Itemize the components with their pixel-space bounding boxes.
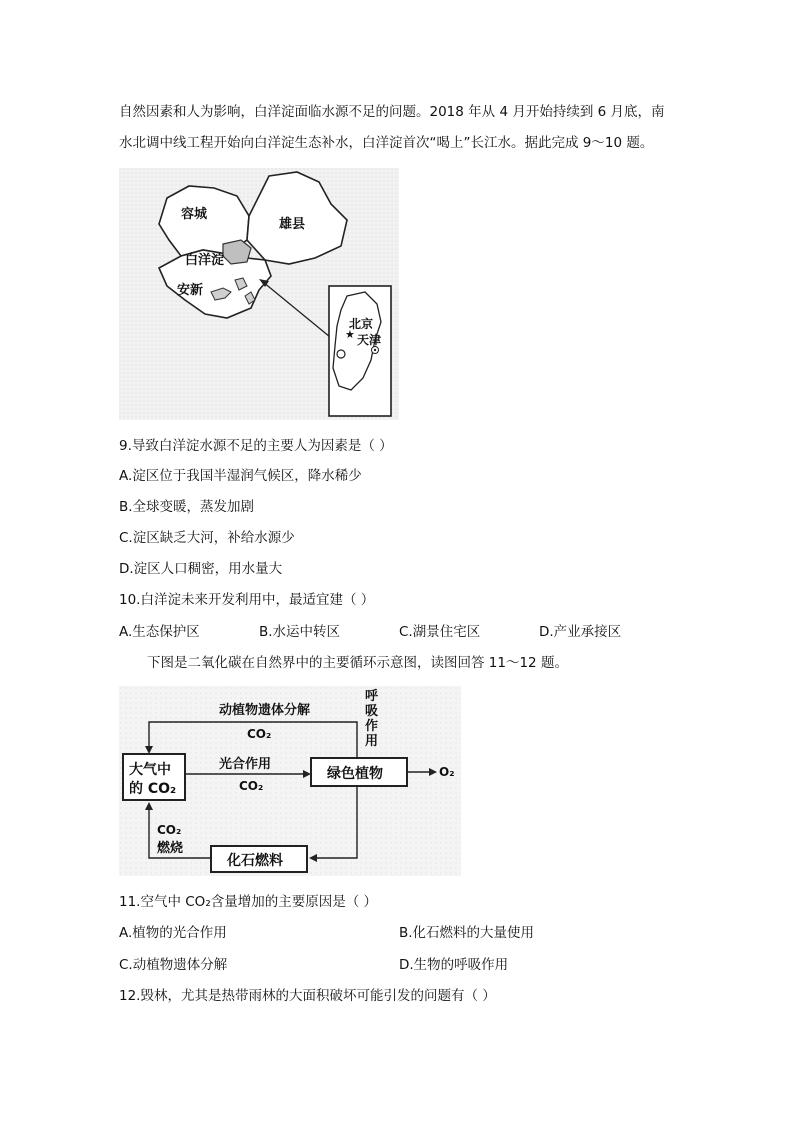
green-plants-label: 绿色植物	[327, 766, 383, 782]
q9-stem: 9.导致白洋淀水源不足的主要人为因素是（ ）	[119, 438, 393, 454]
q10-stem: 10.白洋淀未来开发利用中，最适宜建（ ）	[119, 592, 375, 608]
q9-option-d: D.淀区人口稠密，用水量大	[119, 561, 283, 577]
decompose-label: 动植物遗体分解	[219, 703, 311, 718]
q10-option-d: D.产业承接区	[539, 624, 622, 640]
label-anxin: 安新	[177, 283, 204, 298]
o2-label: O₂	[439, 765, 455, 779]
baiyangdian-map	[119, 168, 399, 420]
photosynthesis-co2: CO₂	[239, 779, 264, 793]
decompose-co2: CO₂	[247, 727, 272, 741]
q10-option-c: C.湖景住宅区	[399, 624, 481, 640]
intro-line-1: 自然因素和人为影响，白洋淀面临水源不足的问题。2018 年从 4 月开始持续到 6 月底，南	[119, 104, 665, 120]
atmosphere-line2: 的 CO₂	[129, 781, 177, 797]
carbon-cycle-diagram	[119, 686, 461, 876]
atmosphere-line1: 大气中	[129, 762, 171, 778]
fossil-fuel-label: 化石燃料	[227, 853, 283, 869]
label-tianjin: 天津	[357, 333, 382, 347]
label-xiongxian: 雄县	[279, 217, 306, 232]
q11-option-b: B.化石燃料的大量使用	[399, 925, 535, 941]
baiyangdian-point	[337, 350, 345, 358]
q11-stem: 11.空气中 CO₂含量增加的主要原因是（ ）	[119, 894, 378, 910]
burning-label: 燃烧	[157, 841, 184, 856]
q10-option-b: B.水运中转区	[259, 624, 341, 640]
q9-option-b: B.全球变暖，蒸发加剧	[119, 499, 255, 515]
q9-option-c: C.淀区缺乏大河，补给水源少	[119, 530, 295, 546]
q11-option-d: D.生物的呼吸作用	[399, 957, 509, 973]
photosynthesis-label: 光合作用	[219, 757, 272, 772]
q12-stem: 12.毁林，尤其是热带雨林的大面积破坏可能引发的问题有（ ）	[119, 988, 496, 1004]
q10-option-a: A.生态保护区	[119, 624, 200, 640]
intro-line-2: 水北调中线工程开始向白洋淀生态补水，白洋淀首次“喝上”长江水。据此完成 9～10 题。	[119, 135, 654, 151]
label-baiyangdian: 白洋淀	[185, 253, 225, 268]
burning-co2: CO₂	[157, 823, 182, 837]
respiration-char-2: 吸	[365, 704, 379, 719]
respiration-char-4: 用	[365, 734, 379, 749]
beijing-star: ★	[345, 328, 355, 341]
respiration-char-3: 作	[365, 719, 379, 734]
q9-option-a: A.淀区位于我国半湿润气候区，降水稀少	[119, 468, 362, 484]
q11-option-a: A.植物的光合作用	[119, 925, 227, 941]
label-beijing: 北京	[349, 317, 374, 331]
respiration-char-1: 呼	[365, 689, 379, 704]
label-rongcheng: 容城	[181, 207, 208, 222]
q11-option-c: C.动植物遗体分解	[119, 957, 228, 973]
intro-2: 下图是二氧化碳在自然界中的主要循环示意图，读图回答 11～12 题。	[147, 655, 568, 671]
